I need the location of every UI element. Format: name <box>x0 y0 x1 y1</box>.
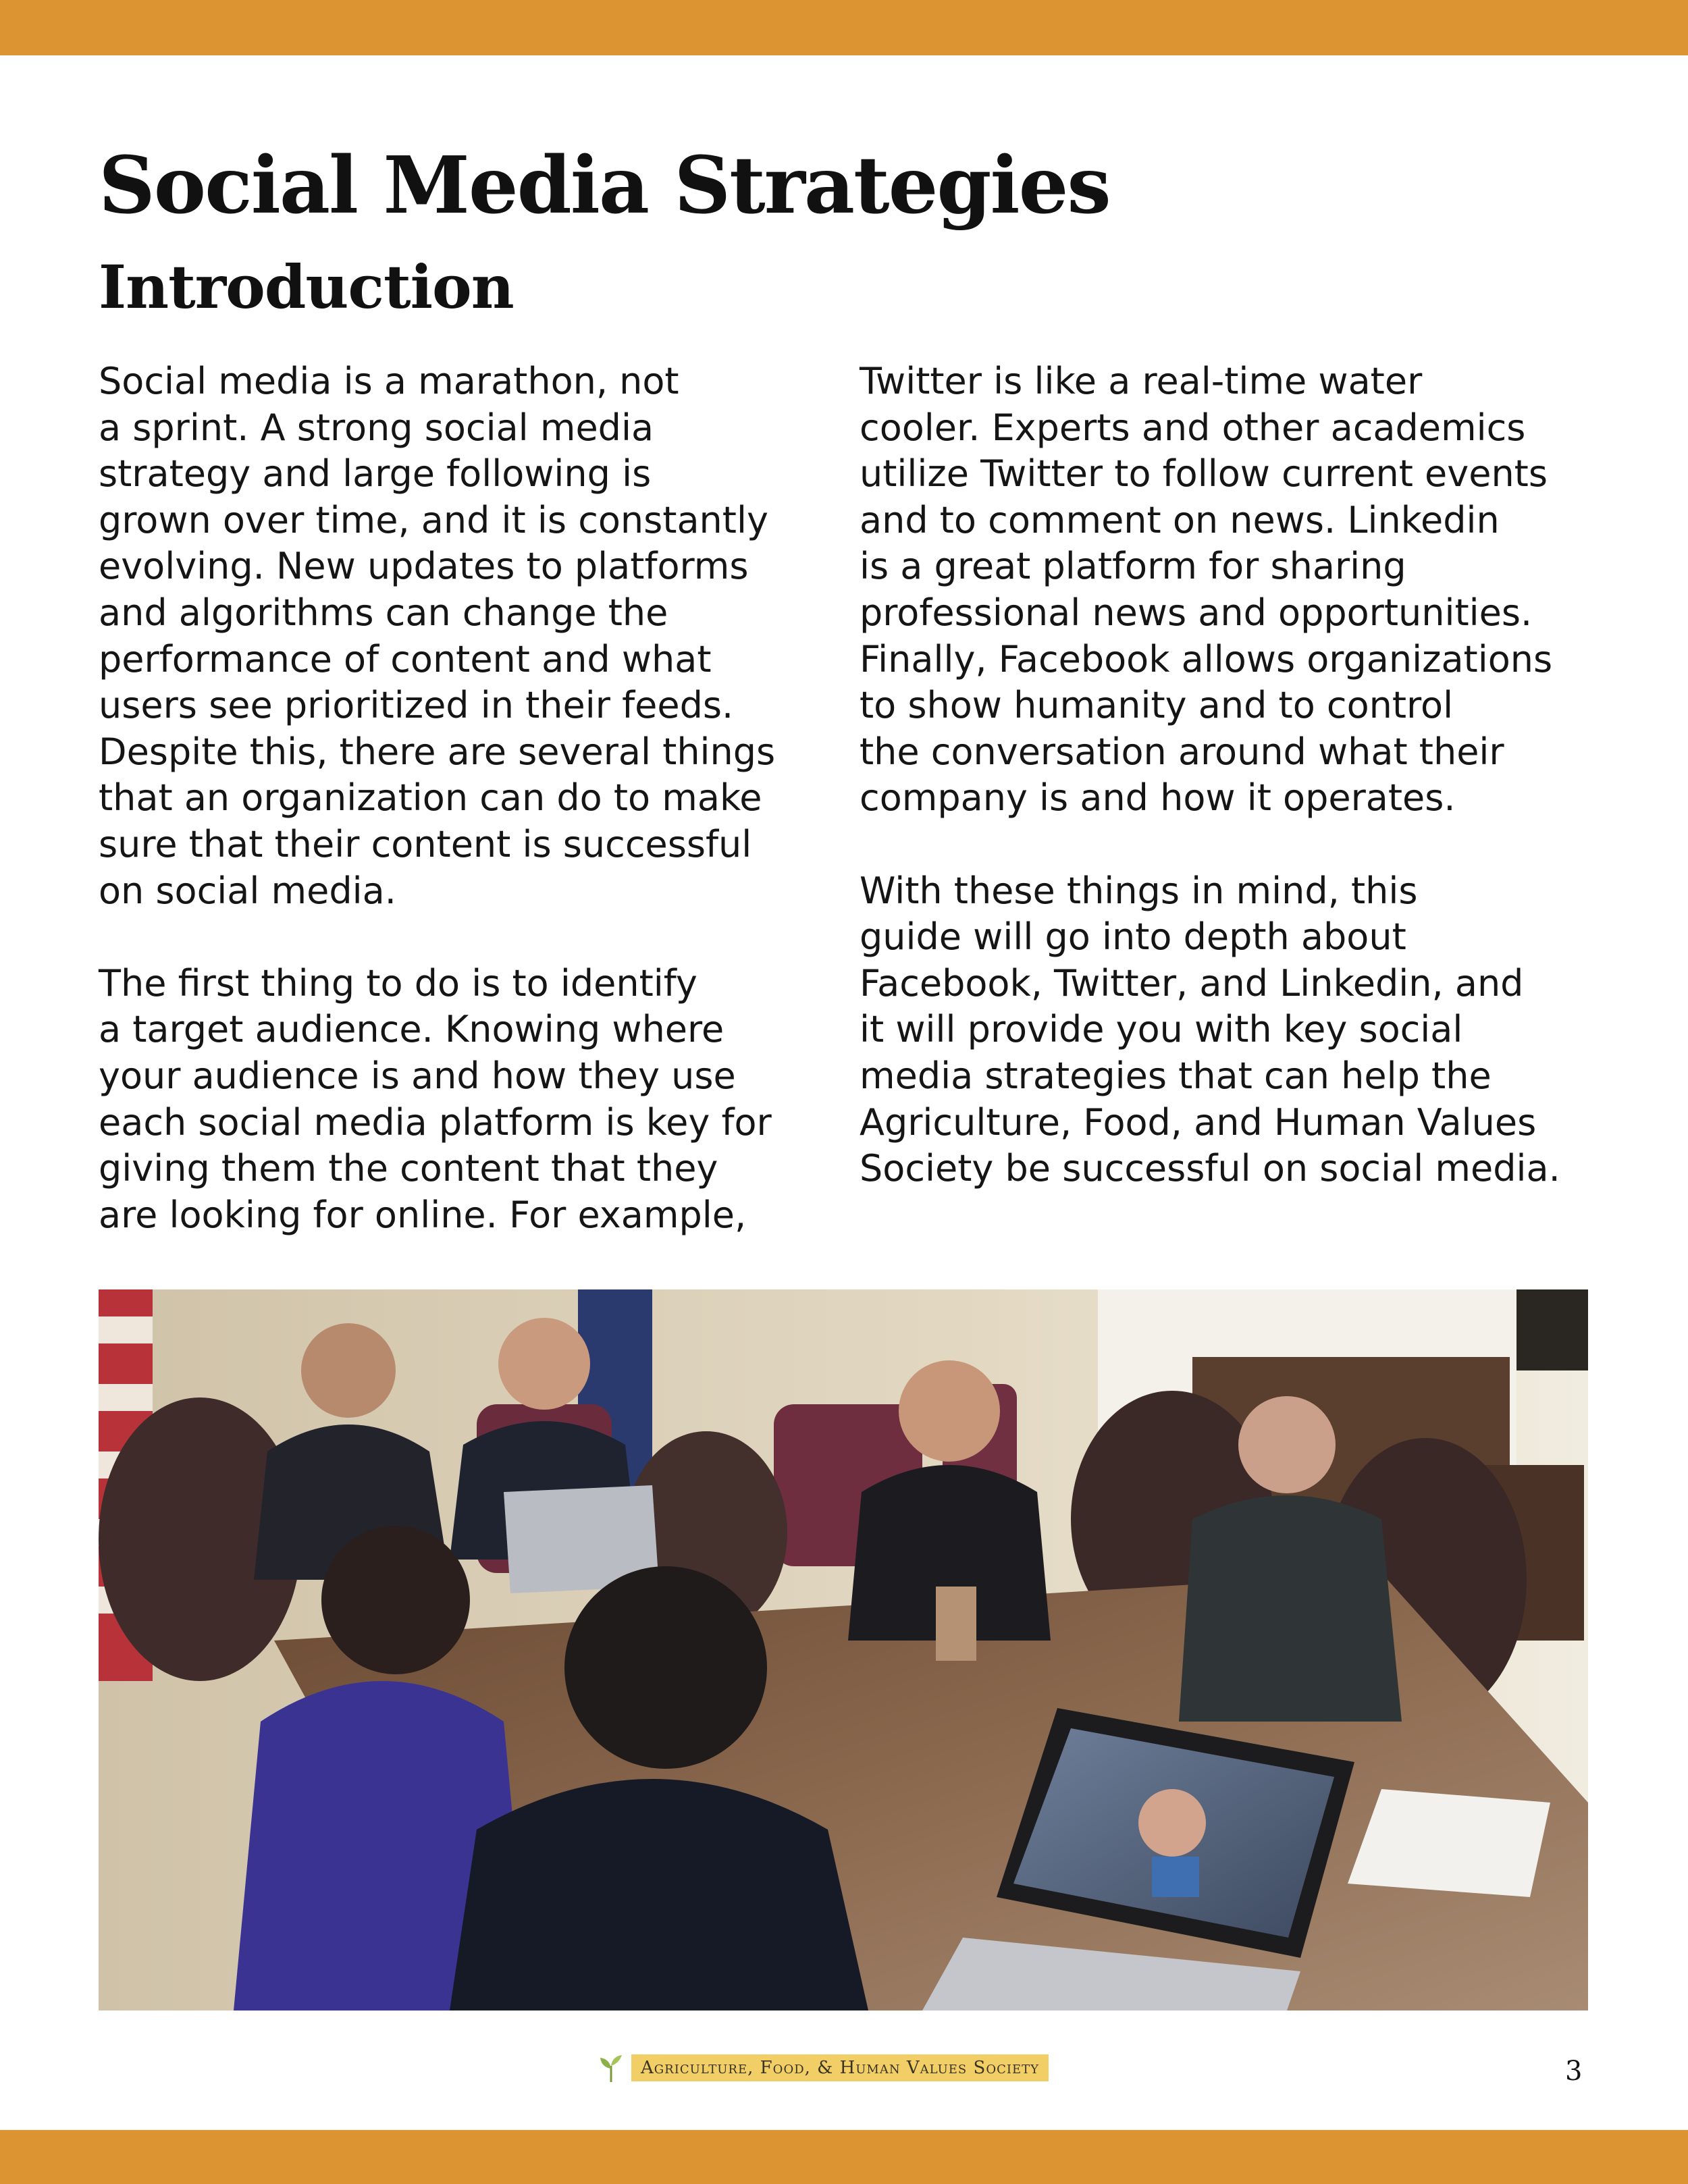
body-line: Twitter is like a real-time water <box>860 360 1423 402</box>
body-line: each social media platform is key for <box>99 1100 772 1144</box>
paragraph-break <box>860 822 1575 868</box>
body-line: sure that their content is successful <box>99 822 752 865</box>
body-line: Social media is a marathon, not <box>99 360 679 402</box>
body-line: a sprint. A strong social media <box>99 406 654 449</box>
body-line: are looking for online. For example, <box>99 1193 747 1236</box>
body-line: to show humanity and to control <box>860 684 1454 727</box>
body-line: professional news and opportunities. <box>860 591 1533 634</box>
footer-logo <box>598 2052 1049 2083</box>
body-line: strategy and large following is <box>99 452 652 496</box>
page-title: Social Media Strategies <box>99 140 1110 232</box>
body-line: Despite this, there are several things <box>99 730 776 773</box>
body-line: and algorithms can change the <box>99 591 668 634</box>
right-text-column <box>860 358 1575 1192</box>
meeting-photo <box>99 1289 1588 2010</box>
top-accent-band <box>0 0 1688 55</box>
body-line: company is and how it operates. <box>860 776 1456 820</box>
body-line: With these things in mind, this <box>860 869 1418 912</box>
section-heading: Introduction <box>99 252 514 322</box>
body-line: media strategies that can help the <box>860 1054 1492 1097</box>
body-line: is a great platform for sharing <box>860 545 1406 588</box>
body-line: the conversation around what their <box>860 730 1504 773</box>
bottom-accent-band <box>0 2130 1688 2184</box>
body-line: guide will go into depth about <box>860 915 1406 959</box>
body-line: Finally, Facebook allows organizations <box>860 637 1553 681</box>
body-line: Facebook, Twitter, and Linkedin, and <box>860 961 1524 1005</box>
page-number: 3 <box>1565 2056 1583 2087</box>
body-line: evolving. New updates to platforms <box>99 545 749 588</box>
organization-name: Agriculture, Food, & Human Values Society <box>631 2054 1049 2081</box>
body-line: The first thing to do is to identify <box>99 961 697 1005</box>
left-text-column <box>99 358 814 1238</box>
body-line: your audience is and how they use <box>99 1054 736 1097</box>
body-line: and to comment on news. Linkedin <box>860 498 1500 541</box>
body-line: utilize Twitter to follow current events <box>860 452 1548 496</box>
paragraph-break <box>99 914 814 961</box>
body-line: Society be successful on social media. <box>860 1147 1560 1190</box>
body-line: grown over time, and it is constantly <box>99 498 768 541</box>
body-line: a target audience. Knowing where <box>99 1008 724 1051</box>
sprout-leaf-icon <box>598 2052 625 2083</box>
body-line: on social media. <box>99 869 396 912</box>
body-line: cooler. Experts and other academics <box>860 406 1526 449</box>
body-line: giving them the content that they <box>99 1147 718 1190</box>
body-line: that an organization can do to make <box>99 776 762 820</box>
body-line: it will provide you with key social <box>860 1008 1463 1051</box>
body-line: performance of content and what <box>99 637 712 681</box>
body-line: Agriculture, Food, and Human Values <box>860 1100 1537 1144</box>
body-line: users see prioritized in their feeds. <box>99 684 734 727</box>
